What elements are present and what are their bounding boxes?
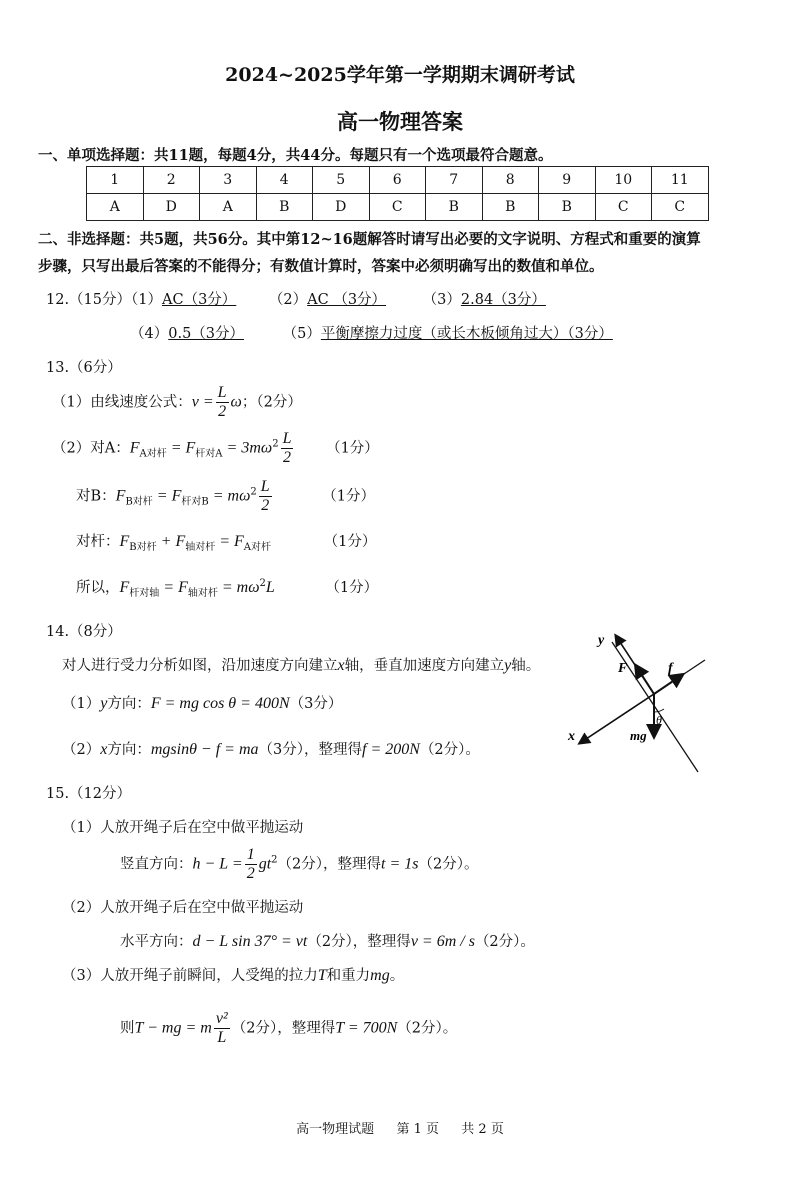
q13-l5-sub1: 杆对轴 [129,587,160,599]
diagram-x-label: x [568,729,575,744]
diagram-F-label: F [618,661,628,676]
q13-l2-sub1: A对杆 [139,448,167,460]
answer-subtitle: 高一物理答案 [337,109,463,134]
q14-label: 14.（8分） [46,624,122,640]
q13-l5-sub2: 轴对杆 [187,587,218,599]
q12-line1 [46,288,546,309]
q15-p2-result: v = 6m / s [410,933,475,950]
answer-table-number-cell: 9 [539,167,596,194]
q13-l1-num: L [217,384,227,401]
answer-table-answer-cell: B [539,194,596,221]
theta-arc [654,709,664,712]
answer-table-number-row [87,167,709,194]
q12-p4-prefix: （4） [130,326,169,342]
diagram-mg-label: mg [630,728,647,743]
diagram-y-label: y [598,633,605,648]
answer-table-answer-cell: A [87,194,144,221]
q13-l1-eq-b: ω [230,393,242,411]
q15-p3-score2: （2分）。 [397,1020,458,1037]
q15-p1-fraction [245,846,257,883]
q13-l3-sub2: 杆对B [181,496,209,508]
q15-p3-num: v² [215,1010,228,1027]
q13-l5-rhs: = mω [217,579,260,596]
q13-line5 [76,576,378,599]
answer-table-number-cell: 8 [482,167,539,194]
footer-page: 第 1 页 [396,1122,439,1137]
q13-l1-score: ；（2分） [241,394,302,411]
q14-line1 [62,692,342,713]
q15-p3 [62,964,404,985]
answer-table-number-cell: 3 [200,167,257,194]
q13-l4-f1: F [119,533,130,550]
q14-intro-c: 轴。 [511,658,541,674]
q13-l3-sub1: B对杆 [125,496,153,508]
answer-table-answer-cell: C [652,194,709,221]
q13-l3-fraction [259,478,272,515]
answer-table-answer-cell: B [256,194,313,221]
q13-l2-prefix: （2）对A： [52,440,130,457]
q13-l3-square: 2 [250,486,257,498]
force-diagram [560,628,720,778]
q15-p2-eq [120,930,535,951]
answer-table-number-cell: 2 [143,167,200,194]
q13-l2-rhs: = 3mω [222,439,273,457]
q13-line2 [52,430,379,467]
footer-total: 共 2 页 [461,1122,504,1137]
q12-p4-answer: 0.5（3分） [168,326,245,342]
q13-l1-den: 2 [218,403,227,420]
q14-l1-prefix: （1） [62,696,101,712]
q15-p3-eq [120,1010,457,1047]
answer-table-number-cell: 5 [313,167,370,194]
diagram-theta-label: θ [656,713,662,727]
q15-p3-c: 。 [389,968,405,984]
q12-p3-prefix: （3） [422,292,461,308]
q15-p3-eq-a: T − mg = m [134,1019,212,1037]
friction-arrow [654,675,682,694]
q15-p1-eq-a: h − L = [192,855,243,873]
q13-l4-sub2: 轴对杆 [185,541,216,553]
q13-l2-score: （1分） [326,440,379,457]
q13-line3 [76,478,375,515]
q13-l3-f1: F [115,487,126,505]
q13-l5-square: 2 [259,578,266,590]
q12-p3-answer: 2.84（3分） [460,292,546,308]
exam-title: 2024~2025学年第一学期期末调研考试 [225,64,575,86]
q13-l3-score: （1分） [322,488,376,505]
q14-l1-dirtxt: 方向： [107,696,151,712]
answer-table-number-cell: 6 [369,167,426,194]
q15-p1-num: 1 [246,846,255,863]
q15-p2-score: （2分），整理得 [307,934,411,950]
q14-l1-eq: F = mg cos θ = 400N [150,695,290,712]
q13-l3-mid: = F [152,487,182,505]
diagram-f-label: f [668,661,673,676]
q15-p3-fraction [214,1010,230,1047]
q13-l1-prefix: （1）由线速度公式： [52,394,192,411]
q13-l2-fraction [281,430,294,467]
q14-l2-score: （3分），整理得 [258,742,363,758]
q15-p1-eq [120,846,478,883]
q15-p1-den: 2 [246,865,255,882]
section2-heading-line2: 步骤，只写出最后答案的不能得分；有数值计算时，答案中必须明确写出的数值和单位。 [38,258,604,275]
q13-l2-mid: = F [166,439,196,457]
q15-p3-b: 和重力 [326,968,371,984]
answer-table-answer-row [87,194,709,221]
q13-l4-prefix: 对杆： [76,534,120,550]
q14-l2-score2: （2分）。 [419,742,480,758]
q15-p1-eq-prefix: 竖直方向： [120,856,193,873]
q15-p2: （2）人放开绳子后在空中做平抛运动 [62,900,304,916]
q14-l1-dir: y [100,695,108,712]
q15-p1-square: 2 [271,854,278,866]
footer-subject: 高一物理试题 [296,1122,375,1137]
q13-l2-den: 2 [283,449,292,466]
q12-p1-prefix: （1） [131,292,162,308]
q12-p5-answer: 平衡摩擦力过度（或长木板倾角过大）（3分） [320,326,613,342]
q13-l3-den: 2 [261,497,270,514]
q13-line1 [52,384,302,421]
q14-intro [62,654,540,675]
q13-l5-tail: L [265,579,275,596]
q14-l2-result: f = 200N [362,741,420,758]
q13-l5-mid: = F [159,579,188,596]
q15-p1: （1）人放开绳子后在空中做平抛运动 [62,820,304,836]
q14-l2-dir: x [100,741,108,758]
answer-table-answer-cell: C [595,194,652,221]
answer-table-answer-cell: D [143,194,200,221]
q15-p3-score: （2分），整理得 [231,1020,336,1037]
q12-p5-prefix: （5） [282,326,321,342]
q14-intro-x: x [337,657,345,674]
q12-p2-answer: AC （3分） [307,292,387,308]
q13-l1-fraction [216,384,229,421]
q15-p3-eq-prefix: 则 [120,1020,135,1037]
q14-l2-eq: mgsinθ − f = ma [150,741,259,758]
q15-p3-mg: mg [370,967,390,984]
q15-p2-eq: d − L sin 37° = vt [192,933,308,950]
q15-p2-score2: （2分）。 [474,934,535,950]
q13-l4-sub3: A对杆 [243,541,272,553]
q14-l2-prefix: （2） [62,742,101,758]
q12-p1-answer: AC（3分） [162,292,237,308]
q14-intro-a: 对人进行受力分析如图，沿加速度方向建立 [62,658,338,674]
q13-line4: 对杆：$F_{B对杆} + F_{轴对杆} = F_{A对杆}$ （1分） [76,533,377,553]
q15-p2-eq-prefix: 水平方向： [120,934,193,950]
answer-table-answer-cell: B [426,194,483,221]
q15-p3-T: T [317,967,327,984]
q12-p2-prefix: （2） [268,292,308,308]
q13-l3-num: L [260,478,270,495]
q14-line2 [62,738,480,759]
answer-table-number-cell: 1 [87,167,144,194]
q13-l5-score: （1分） [325,580,379,596]
q14-intro-b: 轴，垂直加速度方向建立 [344,658,505,674]
q14-l1-score: （3分） [289,696,343,712]
q15-label: 15.（12分） [46,786,132,802]
normal-force-arrow [636,666,654,694]
q13-l1-eq-a: v = [191,393,214,411]
answer-table-answer-cell: C [369,194,426,221]
q13-l4-score: （1分） [323,534,377,550]
q13-l5-f1: F [119,579,130,596]
q13-l2-square: 2 [272,438,279,450]
q13-label: 13.（6分） [46,360,122,376]
answer-table-number-cell: 4 [256,167,313,194]
section1-heading: 一、单项选择题：共11题，每题4分，共44分。每题只有一个选项最符合题意。 [38,147,553,164]
answer-table-number-cell: 10 [595,167,652,194]
q14-intro-y: y [504,657,512,674]
answer-table-number-cell: 7 [426,167,483,194]
answer-table-answer-cell: D [313,194,370,221]
answer-table [86,166,709,221]
q13-l5-prefix: 所以， [76,580,120,596]
q13-l3-rhs: = mω [208,487,251,505]
answer-table-number-cell: 11 [652,167,709,194]
answer-table-answer-cell: A [200,194,257,221]
q13-l2-sub2: 杆对A [195,448,223,460]
q13-l4-sub1: B对杆 [129,541,157,553]
q13-l2-num: L [282,430,292,447]
q12-line2 [130,322,613,343]
q15-p3-result: T = 700N [335,1019,398,1037]
q15-p1-score: （2分），整理得 [277,856,382,873]
q13-l3-prefix: 对B： [76,488,116,505]
q15-p3-den: L [217,1029,227,1046]
q15-p3-a: （3）人放开绳子前瞬间，人受绳的拉力 [62,968,318,984]
answer-table-answer-cell: B [482,194,539,221]
q13-l2-f1: F [129,439,140,457]
q14-l2-dirtxt: 方向： [107,742,151,758]
q15-p1-result: t = 1s [381,855,419,873]
section2-heading-line1: 二、非选择题：共5题，共56分。其中第12~16题解答时请写出必要的文字说明、方程式和重要的演算 [38,231,701,248]
page-footer [0,1118,800,1137]
q15-p1-score2: （2分）。 [418,856,479,873]
q15-p1-eq-b: gt [258,855,272,873]
q12-label: 12.（15分） [46,292,132,308]
